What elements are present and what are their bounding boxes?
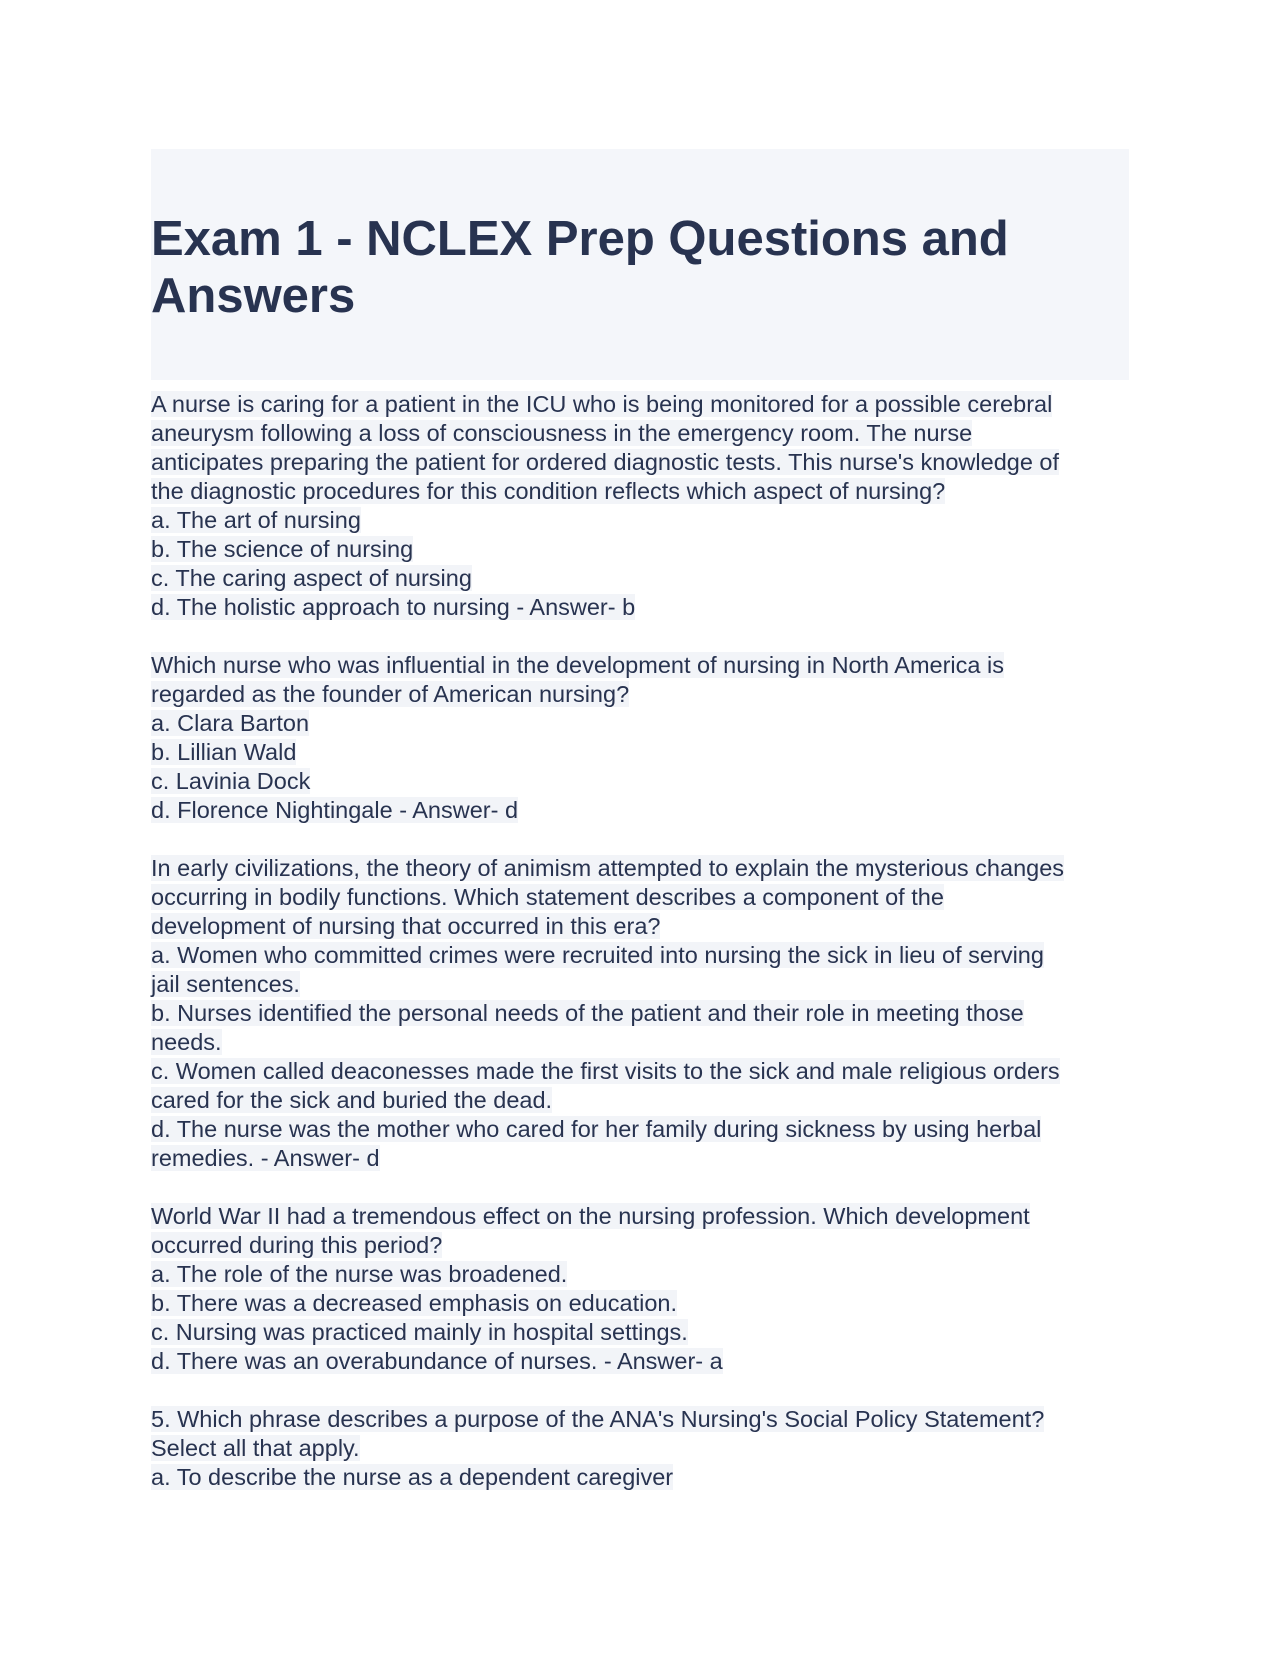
answer-option: d. The holistic approach to nursing - Answer- b	[151, 594, 636, 620]
question-line: Select all that apply.	[151, 1435, 360, 1461]
question-block-2	[151, 651, 1129, 825]
question-line: anticipates preparing the patient for ordered diagnostic tests. This nurse's knowledge of	[151, 449, 1060, 475]
title-line: Exam 1 - NCLEX Prep Questions and	[151, 212, 1009, 266]
title-line: Answers	[151, 269, 356, 323]
answer-option: d. Florence Nightingale - Answer- d	[151, 797, 519, 823]
question-block-5	[151, 1405, 1129, 1492]
question-line: occurred during this period?	[151, 1232, 443, 1258]
question-line: development of nursing that occurred in this era?	[151, 913, 661, 939]
answer-option: c. Lavinia Dock	[151, 768, 311, 794]
answer-option: b. There was a decreased emphasis on education.	[151, 1290, 678, 1316]
answer-option: d. The nurse was the mother who cared for her family during sickness by using herbal	[151, 1116, 1042, 1142]
answer-option: c. Nursing was practiced mainly in hospital settings.	[151, 1319, 688, 1345]
question-block-4	[151, 1202, 1129, 1376]
answer-option: a. The art of nursing	[151, 507, 361, 533]
answer-option: b. Nurses identified the personal needs of the patient and their role in meeting those	[151, 1000, 1024, 1026]
answer-option: needs.	[151, 1029, 222, 1055]
question-line: aneurysm following a loss of consciousness in the emergency room. The nurse	[151, 420, 973, 446]
question-block-3	[151, 854, 1129, 1173]
title-block	[151, 149, 1129, 380]
answer-option: cared for the sick and buried the dead.	[151, 1087, 553, 1113]
answer-option: b. The science of nursing	[151, 536, 414, 562]
answer-option: d. There was an overabundance of nurses. - Answer- a	[151, 1348, 723, 1374]
answer-option: c. The caring aspect of nursing	[151, 565, 472, 591]
answer-option: a. Clara Barton	[151, 710, 310, 736]
question-line: World War II had a tremendous effect on the nursing profession. Which development	[151, 1203, 1030, 1229]
question-line: occurring in bodily functions. Which statement describes a component of the	[151, 884, 944, 910]
question-block-1	[151, 390, 1129, 622]
question-line: the diagnostic procedures for this condition reflects which aspect of nursing?	[151, 478, 946, 504]
answer-option: jail sentences.	[151, 971, 300, 997]
question-line: Which nurse who was influential in the development of nursing in North America is	[151, 652, 1004, 678]
question-line: In early civilizations, the theory of animism attempted to explain the mysterious changes	[151, 855, 1065, 881]
answer-option: remedies. - Answer- d	[151, 1145, 380, 1171]
answer-option: a. To describe the nurse as a dependent caregiver	[151, 1464, 674, 1490]
question-line: 5. Which phrase describes a purpose of the ANA's Nursing's Social Policy Statement?	[151, 1406, 1045, 1432]
answer-option: a. Women who committed crimes were recruited into nursing the sick in lieu of serving	[151, 942, 1044, 968]
question-line: regarded as the founder of American nursing?	[151, 681, 630, 707]
answer-option: a. The role of the nurse was broadened.	[151, 1261, 568, 1287]
answer-option: b. Lillian Wald	[151, 739, 297, 765]
document-page	[151, 149, 1129, 1521]
document-title	[151, 211, 1071, 325]
questions-content	[151, 390, 1129, 1492]
answer-option: c. Women called deaconesses made the first visits to the sick and male religious orders	[151, 1058, 1060, 1084]
question-line: A nurse is caring for a patient in the ICU who is being monitored for a possible cerebral	[151, 391, 1053, 417]
